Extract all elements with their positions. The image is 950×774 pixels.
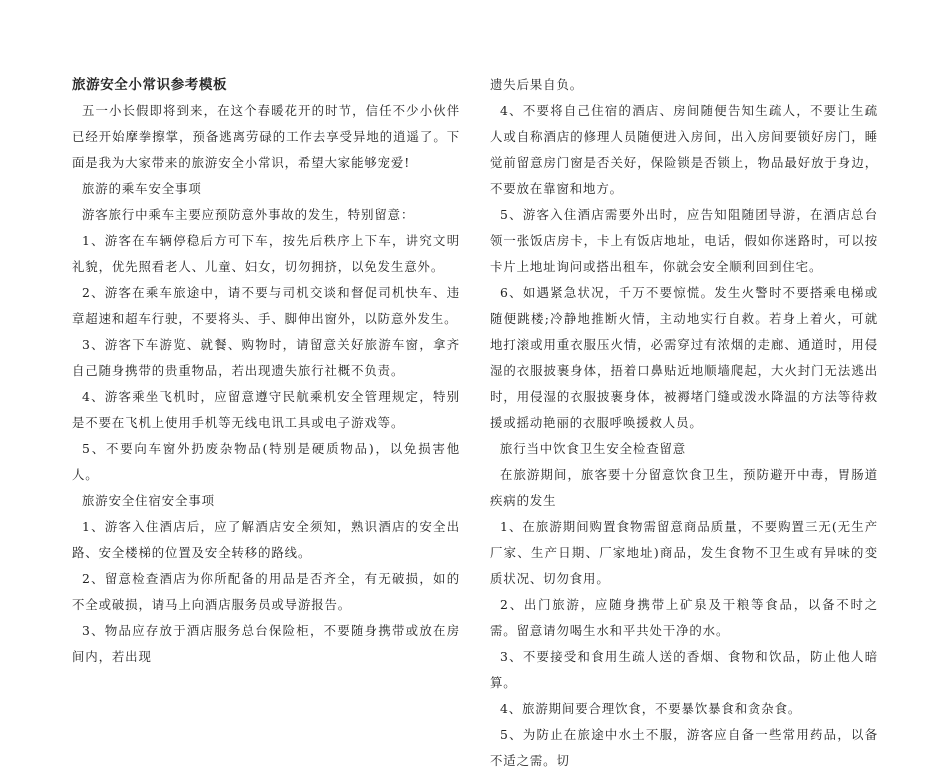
paragraph: 在旅游期间，旅客要十分留意饮食卫生，预防避开中毒，胃肠道疾病的发生 bbox=[490, 467, 878, 508]
paragraph-continuation: 遗失后果自负。 bbox=[490, 77, 584, 92]
list-item: 4、旅游期间要合理饮食，不要暴饮暴食和贪杂食。 bbox=[500, 701, 802, 716]
section-heading-lodging: 旅游安全住宿安全事项 bbox=[82, 493, 215, 508]
list-item: 6、如遇紧急状况，千万不要惊慌。发生火警时不要搭乘电梯或随便跳楼;冷静地推断火情，主动地实行自救。若身上着火，可就地打滚或用重衣服压火情，必需穿过有浓烟的走廊、通道时，用侵湿的衣服披裹身体，捂着口鼻贴近地顺墙爬起，大火封门无法逃出时，用侵湿的衣服披裹身体，被褥堵门缝或泼水降温的方法等待救援或摇动艳丽的衣服呼唤援救人员。 bbox=[490, 285, 878, 430]
list-item: 2、留意检查酒店为你所配备的用品是否齐全，有无破损，如的不全或破损，请马上向酒店服务员或导游报告。 bbox=[72, 571, 460, 612]
list-item: 3、不要接受和食用生疏人送的香烟、食物和饮品，防止他人暗算。 bbox=[490, 649, 878, 690]
list-item: 3、物品应存放于酒店服务总台保险柜，不要随身携带或放在房间内，若出现 bbox=[72, 623, 460, 664]
document-title: 旅游安全小常识参考模板 bbox=[72, 77, 228, 93]
section-heading-transport: 旅游的乘车安全事项 bbox=[82, 181, 202, 196]
list-item: 2、出门旅游，应随身携带上矿泉及干粮等食品，以备不时之需。留意请勿喝生水和平共处干净的水。 bbox=[490, 597, 878, 638]
list-item: 5、为防止在旅途中水土不服，游客应自备一些常用药品，以备不适之需。切 bbox=[490, 727, 878, 768]
paragraph: 游客旅行中乘车主要应预防意外事故的发生，特别留意： bbox=[82, 207, 415, 222]
list-item: 1、游客在车辆停稳后方可下车，按先后秩序上下车，讲究文明礼貌，优先照看老人、儿童、妇女，切勿拥挤，以免发生意外。 bbox=[72, 233, 460, 274]
list-item: 1、游客入住酒店后，应了解酒店安全须知，熟识酒店的安全出路、安全楼梯的位置及安全转移的路线。 bbox=[72, 519, 460, 560]
list-item: 5、不要向车窗外扔废杂物品(特别是硬质物品)，以免损害他人。 bbox=[72, 441, 460, 482]
list-item: 4、不要将自己住宿的酒店、房间随便告知生疏人，不要让生疏人或自称酒店的修理人员随便进入房间，出入房间要锁好房门，睡觉前留意房门窗是否关好，保险锁是否锁上，物品最好放于身边，不要放在靠窗和地方。 bbox=[490, 103, 878, 196]
intro-paragraph: 五一小长假即将到来，在这个春暖花开的时节，信任不少小伙伴已经开始摩拳擦掌，预备逃离劳碌的工作去享受异地的逍遥了。下面是我为大家带来的旅游安全小常识，希望大家能够宠爱! bbox=[72, 103, 460, 170]
list-item: 3、游客下车游览、就餐、购物时，请留意关好旅游车窗，拿齐自己随身携带的贵重物品，若出现遗失旅行社概不负责。 bbox=[72, 337, 460, 378]
list-item: 4、游客乘坐飞机时，应留意遵守民航乘机安全管理规定，特别是不要在飞机上使用手机等无线电讯工具或电子游戏等。 bbox=[72, 389, 460, 430]
right-column bbox=[490, 72, 878, 774]
list-item: 1、在旅游期间购置食物需留意商品质量，不要购置三无(无生产厂家、生产日期、厂家地址)商品，发生食物不卫生或有异味的变质状况、切勿食用。 bbox=[490, 519, 878, 586]
left-column bbox=[72, 72, 460, 670]
list-item: 5、游客入住酒店需要外出时，应告知阻随团导游，在酒店总台领一张饭店房卡，卡上有饭店地址，电话，假如你迷路时，可以按卡片上地址询问或搭出租车，你就会安全顺利回到住宅。 bbox=[490, 207, 878, 274]
section-heading-food: 旅行当中饮食卫生安全检查留意 bbox=[500, 441, 687, 456]
list-item: 2、游客在乘车旅途中，请不要与司机交谈和督促司机快车、违章超速和超车行驶，不要将头、手、脚伸出窗外，以防意外发生。 bbox=[72, 285, 460, 326]
